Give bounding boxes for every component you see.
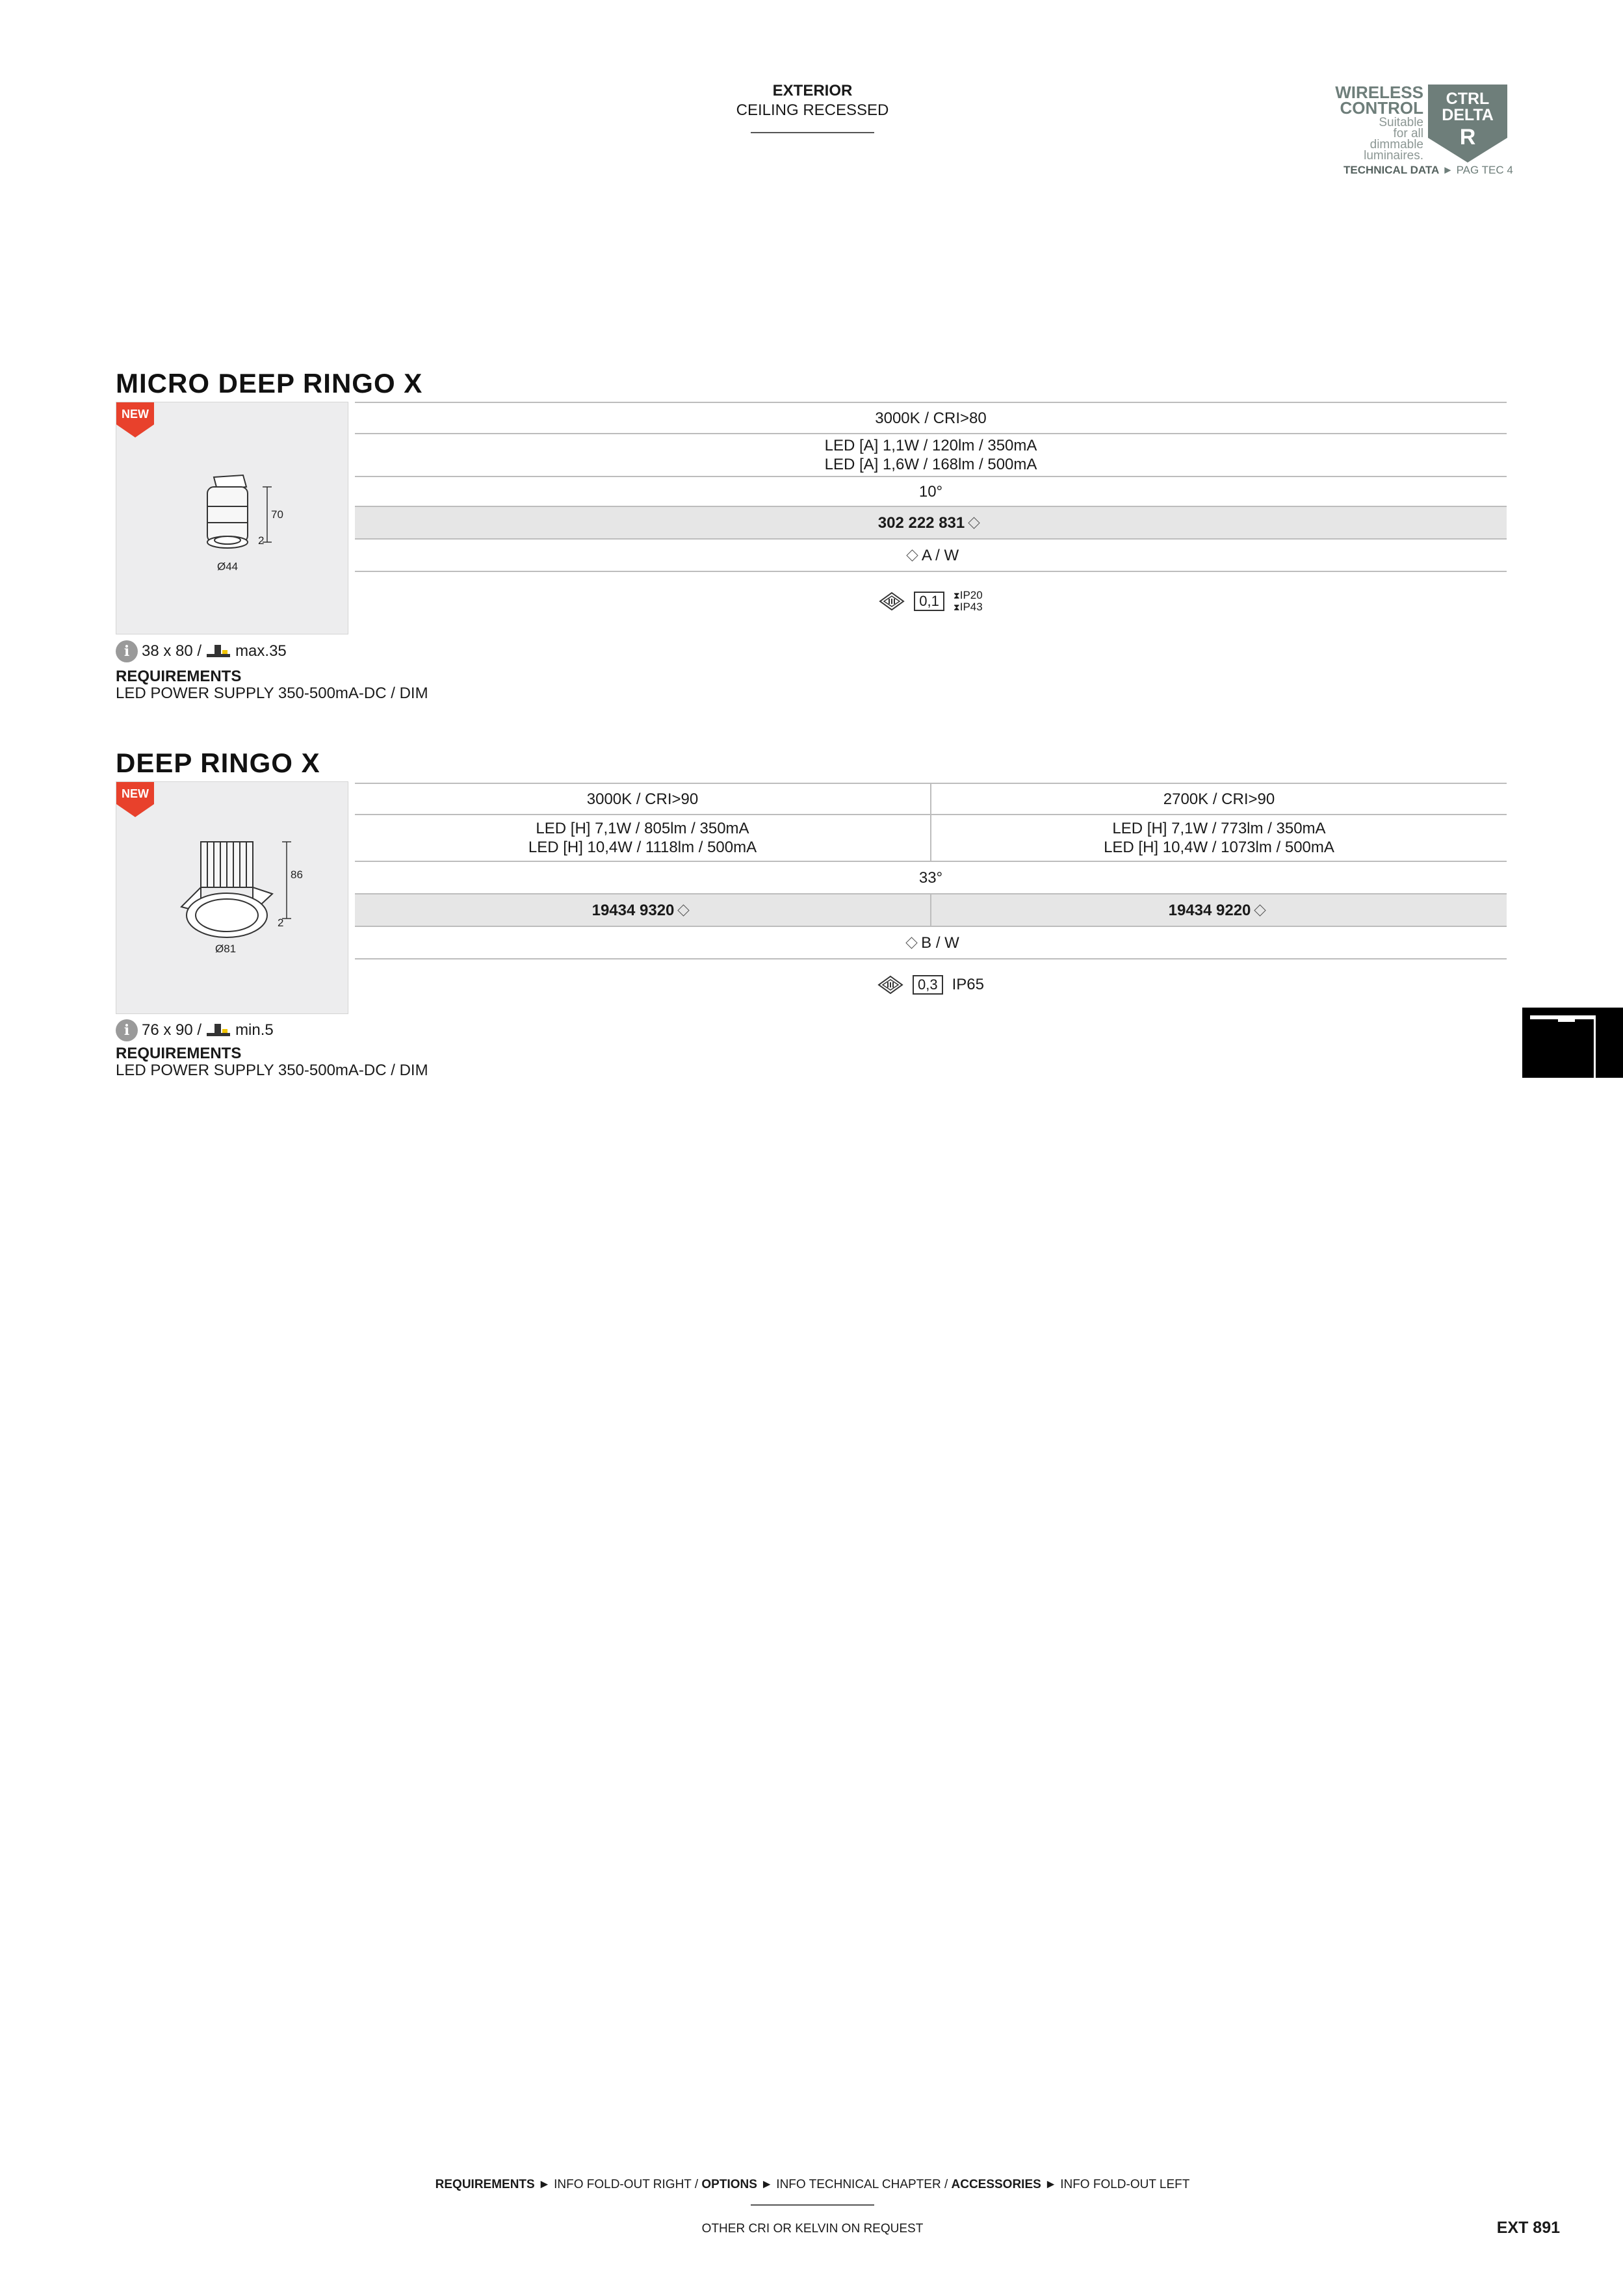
wireless-control-badge (1332, 83, 1513, 176)
category-title: EXTERIOR (772, 82, 853, 99)
luminaire-drawing (116, 402, 348, 634)
certification-icons (355, 579, 1507, 624)
color-temp-row: 3000K / CRI>80 (355, 402, 1507, 434)
product-code-row[interactable] (355, 507, 1507, 540)
dimension-height: 86 (291, 868, 303, 881)
spec-table (355, 402, 1507, 584)
diamond-icon (906, 549, 918, 561)
dimension-diameter: Ø81 (215, 943, 237, 955)
led-row: LED [A] 1,1W / 120lm / 350mA LED [A] 1,6W / 168lm / 500mA (355, 434, 1507, 477)
product-title: DEEP RINGO X (116, 748, 320, 778)
installation-info (116, 640, 287, 662)
cutout-size: 76 x 90 / (142, 1021, 202, 1039)
led-row: LED [H] 7,1W / 805lm / 350mA LED [H] 10,4W / 1118lm / 500mA LED [H] 7,1W / 773lm / 350mA LED [H] 10,4W / 1073lm / 500mA (355, 815, 1507, 862)
page-header (715, 81, 910, 133)
page-number: EXT 891 (1496, 2219, 1560, 2237)
beam-angle-row: 33° (355, 862, 1507, 894)
installation-info (116, 1019, 274, 1041)
finish-row: A / W (355, 540, 1507, 572)
diamond-icon (1254, 904, 1266, 916)
product-code[interactable]: 19434 9320 (591, 901, 675, 919)
spec-table (355, 783, 1507, 958)
recess-depth: min.5 (235, 1021, 274, 1039)
requirements-text: LED POWER SUPPLY 350-500mA-DC / DIM (116, 1062, 428, 1079)
requirements-heading: REQUIREMENTS (116, 1045, 242, 1062)
ip-rating: IP65 (952, 976, 984, 993)
recess-depth: max.35 (235, 642, 287, 660)
svg-text:NEW: NEW (122, 408, 149, 421)
ctrl-delta-shield-icon (1428, 85, 1507, 163)
shield-line-2: DELTA (1442, 106, 1494, 124)
class-iii-icon (879, 592, 905, 611)
subcategory-title: CEILING RECESSED (736, 101, 889, 119)
ip-rating-stack: ⧗IP20 ⧗IP43 (953, 589, 983, 613)
class-iii-icon (877, 975, 903, 995)
luminaire-drawing (116, 782, 348, 1013)
info-icon: i (116, 640, 138, 662)
dimension-height: 70 (271, 508, 283, 521)
diamond-icon (678, 904, 690, 916)
badge-description: Suitable for all dimmable luminaires. (1364, 116, 1423, 163)
requirements-block (116, 668, 428, 702)
product-image (116, 402, 348, 634)
svg-text:NEW: NEW (122, 787, 149, 800)
finish-row: B / W (355, 927, 1507, 959)
footer-note: OTHER CRI OR KELVIN ON REQUEST (701, 2222, 924, 2236)
product-code[interactable]: 302 222 831 (877, 514, 965, 532)
requirements-text: LED POWER SUPPLY 350-500mA-DC / DIM (116, 685, 428, 702)
ceiling-recessed-icon (1522, 1008, 1623, 1078)
product-code[interactable]: 19434 9220 (1168, 901, 1251, 919)
dimension-rim: 2 (258, 534, 265, 547)
shield-line-3: R (1459, 125, 1476, 150)
box-value: 0,1 (914, 592, 944, 611)
cutout-size: 38 x 80 / (142, 642, 202, 660)
header-divider (751, 132, 874, 133)
beam-angle-row: 10° (355, 477, 1507, 507)
requirements-heading: REQUIREMENTS (116, 668, 242, 685)
diamond-icon (968, 517, 980, 528)
footer-legend: REQUIREMENTS ► INFO FOLD-OUT RIGHT / OPTIONS ► INFO TECHNICAL CHAPTER / ACCESSORIES ► INFO FOLD-OUT LEFT (435, 2178, 1190, 2191)
certification-icons (355, 962, 1507, 1008)
box-value: 0,3 (913, 975, 943, 995)
color-temp-row: 3000K / CRI>90 2700K / CRI>90 (355, 783, 1507, 815)
diamond-icon (905, 937, 917, 948)
recess-depth-icon (205, 644, 231, 659)
product-image (116, 781, 348, 1014)
shield-line-1: CTRL (1446, 90, 1490, 108)
product-title: MICRO DEEP RINGO X (116, 368, 423, 398)
product-code-row (355, 894, 1507, 927)
dimension-rim: 2 (278, 917, 284, 929)
technical-data-link[interactable]: TECHNICAL DATA ► PAG TEC 4 (1344, 164, 1513, 176)
badge-title: WIRELESS CONTROL (1335, 83, 1423, 118)
requirements-block (116, 1045, 428, 1079)
chapter-side-tab[interactable] (1522, 1008, 1623, 1078)
footer-divider (751, 2204, 874, 2206)
info-icon: i (116, 1019, 138, 1041)
dimension-diameter: Ø44 (217, 560, 239, 573)
recess-depth-icon (205, 1023, 231, 1038)
